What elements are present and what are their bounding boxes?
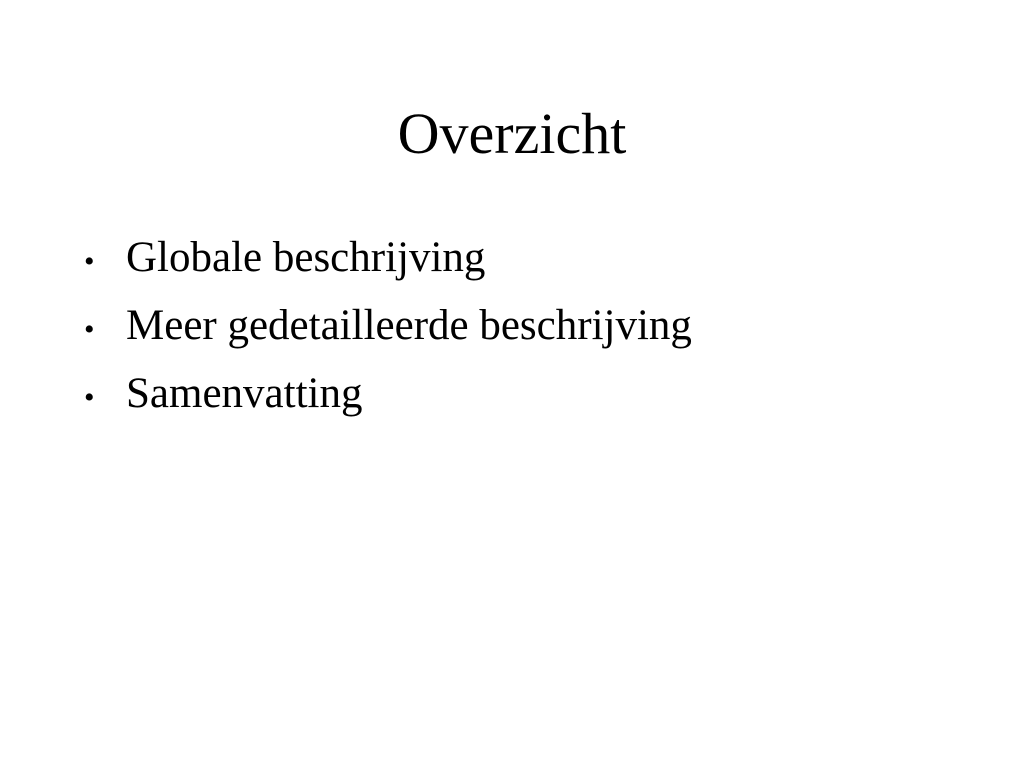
bullet-icon: • — [84, 313, 95, 346]
bullet-text: Globale beschrijving — [126, 234, 486, 281]
bullet-text: Samenvatting — [126, 370, 363, 417]
bullet-text: Meer gedetailleerde beschrijving — [126, 302, 692, 349]
bullet-list — [84, 226, 692, 430]
bullet-item — [84, 226, 692, 294]
bullet-icon: • — [84, 381, 95, 414]
bullet-item — [84, 294, 692, 362]
slide-title: Overzicht — [397, 101, 627, 166]
bullet-icon: • — [84, 245, 95, 278]
bullet-item — [84, 362, 692, 430]
